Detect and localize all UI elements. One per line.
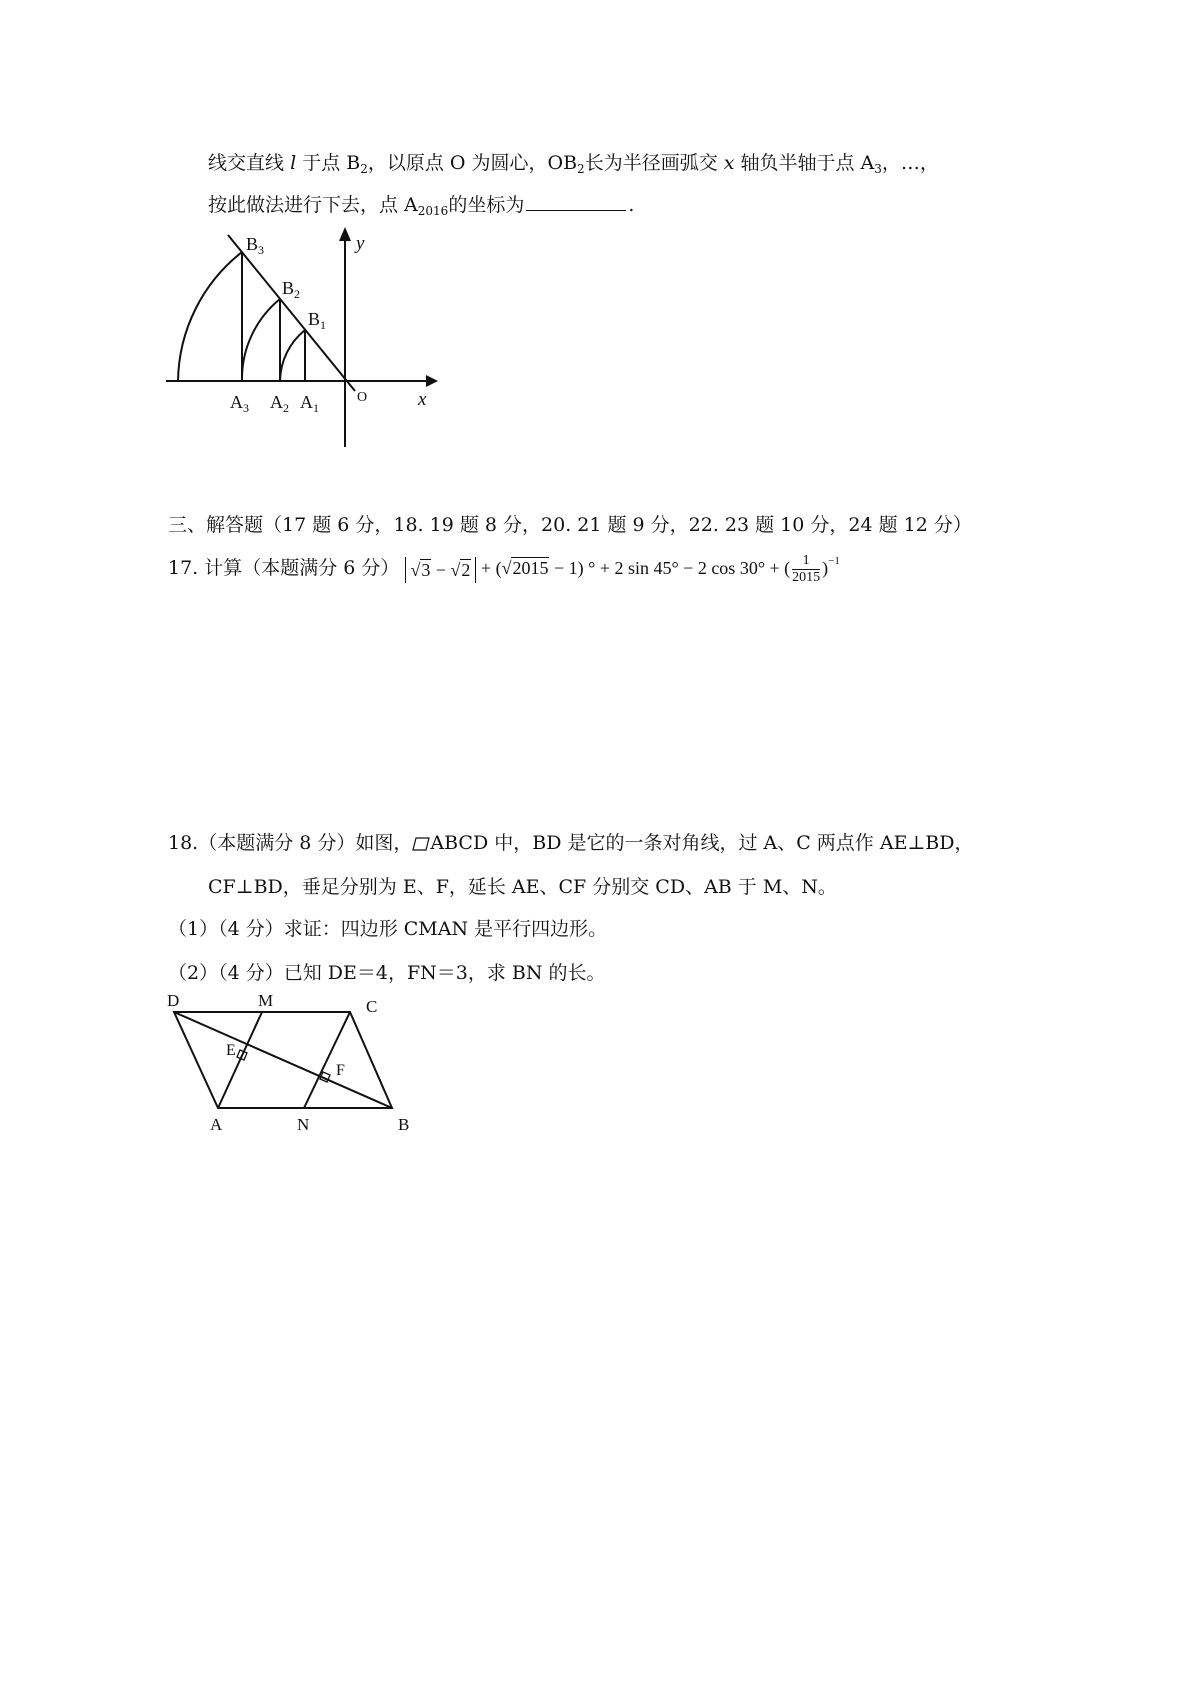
question-18-part-1: （1）（4 分）求证：四边形 CMAN 是平行四边形。 [168, 918, 608, 940]
question-18-part-2: （2）（4 分）已知 DE＝4，FN＝3，求 BN 的长。 [168, 962, 606, 984]
section-heading: 三、解答题（17 题 6 分，18. 19 题 8 分，20. 21 题 9 分，22. 23 题 10 分，24 题 12 分） [168, 514, 972, 536]
label-M: M [258, 991, 274, 1010]
figure-parallelogram [160, 990, 440, 1140]
label-A2: $A_2$ [270, 392, 289, 415]
label-B: B [398, 1115, 410, 1134]
label-C: C [366, 997, 378, 1016]
intro-line-1: 线交直线 l 于点 $B_2$，以原点 O 为圆心，$OB_2$长为半径画弧交 x 轴负半轴于点 $A_3$，…， [208, 152, 939, 176]
fraction: $\frac{1}{2015}$ [792, 553, 821, 586]
question-18-line-2: CF⊥BD，垂足分别为 E、F，延长 AE、CF 分别交 CD、AB 于 M、N。 [208, 876, 837, 898]
label-y: y [356, 233, 365, 254]
question-18-line-1: 18.（本题满分 8 分）如图， ABCD 中，BD 是它的一条对角线，过 A、C 两点作 AE⊥BD， [168, 832, 974, 854]
absolute-value: √3 − √2 [405, 557, 476, 583]
parallelogram-symbol-icon [412, 837, 430, 851]
label-O: O [357, 390, 368, 405]
figure-arc-diagram [160, 225, 460, 455]
label-E: E [226, 1042, 236, 1059]
label-N: N [297, 1115, 310, 1134]
label-B3: $B_3$ [246, 234, 265, 257]
label-x: x [418, 389, 427, 410]
label-D: D [167, 991, 180, 1010]
label-A: A [210, 1115, 223, 1134]
label-A1: $A_1$ [300, 392, 319, 415]
label-B2: $B_2$ [282, 278, 301, 301]
question-17: 17. 计算（本题满分 6 分） √3 − √2 + (√2015 − 1) ° + 2 sin 45° − 2 cos 30° + ( $\frac{1}{2015}$ )$^{-1}$ [168, 553, 840, 586]
label-A3: $A_3$ [230, 392, 249, 415]
intro-line-2: 按此做法进行下去，点 $A_{2016}$的坐标为 . [208, 194, 635, 218]
answer-blank[interactable] [526, 210, 626, 211]
label-F: F [336, 1062, 345, 1079]
label-B1: $B_1$ [308, 309, 327, 332]
